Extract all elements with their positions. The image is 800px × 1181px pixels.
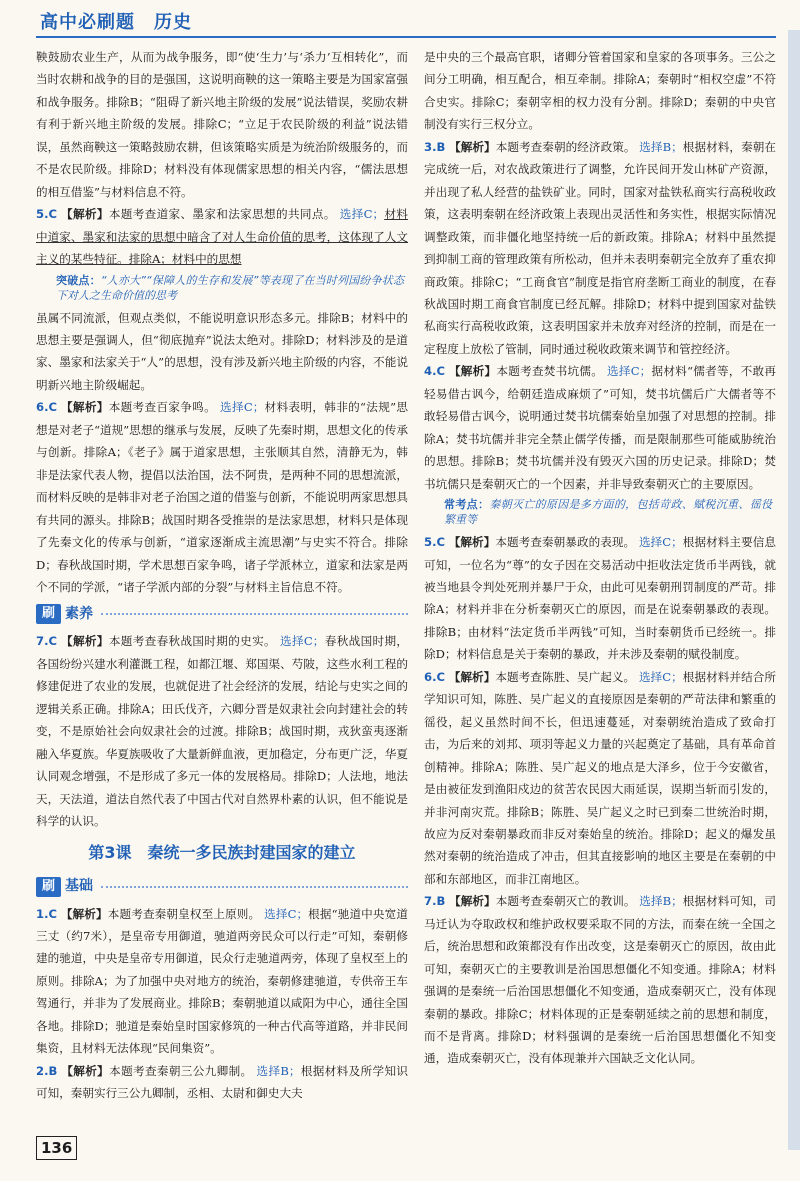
section-divider xyxy=(101,886,408,888)
answer-number: 1.C xyxy=(36,906,57,921)
answer-number: 7.C xyxy=(36,634,57,649)
answer-text: 材料中道家、墨家和法家的思想中暗含了对人生命价值的思考，这体现了人文主义的某些特征。排除A；材料中的思想 xyxy=(36,207,409,267)
choice-highlight: 选择C； xyxy=(264,906,309,921)
choice-highlight: 选择C； xyxy=(638,535,683,550)
analysis-tag: 【解析】 xyxy=(61,207,109,222)
continued-paragraph: 鞅鼓励农业生产，从而为战争服务，即“使‘生力’与‘杀力’互相转化”，而当时农耕和战争的目的是强国，这说明商鞅的这一策略主要是为国家富强和战争服务。排除B；“阻碍了新兴地主阶级的发展”说法错误，奖励农耕有利于新兴地主阶级的发展。排除C；“立足于农民阶级的利益”说法错误，虽然商鞅这一策略鼓励农耕，但该策略实质是为统治阶级服务的，而不是农民阶级。排除D；材料没有体现儒家思想的相关内容，“儒法思想的相互借鉴”与材料信息不符。 xyxy=(36,50,408,199)
book-title: 高中必刷题 历史 xyxy=(40,12,192,33)
answer-text: 本题考查焚书坑儒。 xyxy=(496,364,604,379)
page-edge-strip xyxy=(788,30,800,1150)
choice-highlight: 选择B； xyxy=(639,139,683,154)
answer-number: 4.C xyxy=(424,364,445,379)
answer-text: 根据材料并结合所学知识可知，陈胜、吴广起义的直接原因是秦朝的严苛法律和繁重的徭役，起义虽然时间不长，但迅速蔓延，对秦朝统治造成了致命打击，为后来的刘邦、项羽等起义力量的兴起奠定了基础，具有革命首创精神。排除A；陈胜、吴广起义的地点是大泽乡，位于今安徽省，是由被征发到渔阳戍边的贫苦农民因大雨延误，误期当斩而引发的，并非河南灾荒。排除B；陈胜、吴广起义之时已到秦二世统治时期，故应为反对秦朝暴政而非反对秦始皇的统治。排除D；起义的爆发虽然对秦朝的统治造成了冲击，但其直接影响的地区主要是在秦朝的中部和东部地区，而非江南地区。 xyxy=(424,669,776,886)
left-column xyxy=(36,46,408,1105)
note-label: 突破点： xyxy=(56,273,101,287)
answer-item-1 xyxy=(36,903,408,1060)
analysis-tag: 【解析】 xyxy=(449,139,496,154)
answer-item-4 xyxy=(424,360,776,495)
answer-text: 本题考查秦朝暴政的表现。 xyxy=(495,535,636,550)
answer-text: 春秋战国时期，各国纷纷兴建水利灌溉工程，如都江堰、郑国渠、芍陂，这些水利工程的修建促进了农业的发展，也就促进了社会经济的发展，结论与史实之间的逻辑关系正确。排除A；田氏伐齐，六卿分晋是奴隶社会向封建社会的转变，不是原始社会向奴隶社会的过渡。排除B；战国时期，戎狄蛮夷逐渐融入华夏族。华夏族吸收了大量新鲜血液，更加稳定，分布更广泛，华夏认同观念增强，不是形成了多元一体的发展格局。排除D；人法地，地法天，天法道，道法自然代表了中国古代对自然界朴素的认识，但不能说是科学的认识。 xyxy=(36,634,408,829)
note-text: “人亦大”“保障人的生存和发展”等表现了在当时列国纷争状态下对人之生命价值的思考 xyxy=(56,273,405,302)
answer-text: 本题考查春秋战国时期的史实。 xyxy=(108,634,276,649)
choice-highlight: 选择B； xyxy=(256,1063,301,1078)
choice-highlight: 选择C； xyxy=(220,400,265,415)
choice-highlight: 选择C； xyxy=(280,634,325,649)
analysis-tag: 【解析】 xyxy=(61,634,109,649)
section-label: 基础 xyxy=(65,878,94,895)
analysis-tag: 【解析】 xyxy=(60,906,108,921)
exam-point-note xyxy=(440,497,776,527)
analysis-tag: 【解析】 xyxy=(448,364,497,379)
answer-item-3 xyxy=(424,136,776,361)
choice-highlight: 选择B； xyxy=(639,894,683,909)
section-bar-jichu xyxy=(36,873,408,901)
analysis-tag: 【解析】 xyxy=(449,894,496,909)
note-text: 秦朝灭亡的原因是多方面的，包括苛政、赋税沉重、徭役繁重等 xyxy=(444,498,773,527)
answer-text: 材料表明，韩非的“法规”思想是对老子“道规”思想的继承与发展，反映了先秦时期，思想文化的传承与创新。排除A；《老子》属于道家思想，主张顺其自然，清静无为，韩非是法家代表人物，提倡以法治国，法不阿贵，是两种不同的思想流派，而材料反映的是韩非对老子治国之道的借鉴与创新，不能说明两家思想具有共同的源头。排除B；战国时期各受推崇的是法家思想，材料只是体现了先秦文化的传承与创新，“道家逐渐成主流思潮”与史实不符合。排除D；春秋战国时期，学术思想百家争鸣，诸子学派林立，道家和法家是两个不同的学派，“诸子学派内部的分裂”与材料主旨信息不符。 xyxy=(36,400,408,594)
answer-text: 虽属不同流派，但观点类似，不能说明意识形态多元。排除B；材料中的思想主要是强调人，但“彻底抛弃”说法太绝对。排除D；材料涉及的是道家、墨家和法家关于“人”的思想，没有涉及新兴地主阶级的内容，不能说明新兴地主阶级崛起。 xyxy=(36,310,408,392)
answer-number: 5.C xyxy=(424,535,445,550)
answer-number: 7.B xyxy=(424,894,446,909)
continued-paragraph: 是中央的三个最高官职，诸卿分管着国家和皇家的各项事务。三公之间分工明确，相互配合，相互牵制。排除A；秦朝时“相权空虚”不符合史实。排除C；秦朝宰相的权力没有分割。排除D；秦朝的中央官制没有实行三权分立。 xyxy=(424,50,776,132)
choice-highlight: 选择C； xyxy=(607,364,652,379)
key-point-note xyxy=(52,273,408,303)
answer-text: 根据材料，秦朝在完成统一后，对农战政策进行了调整，允许民间开发山林矿产资源，并出现了私人经营的盐铁矿业。同时，国家对盐铁私商实行高税收政策，这表明秦朝在经济政策上表现出灵活性和务实性，根据实际情况调整政策，而非僵化地坚持统一后的新政策。排除A；材料中虽然提到抑制工商的管理政策有所松动，但并未表明秦朝完全放弃了重农抑商政策。排除C；“工商食官”制度是指官府垄断工商业的制度，在春秋战国时期工商食官制度已经瓦解。排除D；材料中提到国家对盐铁私商实行高税收政策，这表明国家并未放弃对经济的控制，而是在一定程度上放松了管制，同时通过税收政策来调节和管控经济。 xyxy=(424,139,776,356)
header-rule xyxy=(36,36,776,38)
answer-text: 本题考查百家争鸣。 xyxy=(108,400,217,415)
answer-text: 根据材料及所学知识可知，秦朝实行三公九卿制，丞相、太尉和御史大夫 xyxy=(36,1063,408,1101)
choice-highlight: 选择C； xyxy=(638,669,683,684)
answer-text: 根据材料主要信息可知，一位名为“尊”的女子因在交易活动中拒收法定货币半两钱，就被当地县令判处死刑并暴尸于众，由此可见秦朝刑罚制度的严苛。排除A；材料并非在分析秦朝灭亡的原因，而是在说秦朝暴政的表现。排除B；由材料“法定货币半两钱”可知，当时秦朝货币已经统一。排除D；材料信息是关于秦朝的暴政，并未涉及秦朝的赋役制度。 xyxy=(424,535,776,662)
answer-item-7 xyxy=(424,890,776,1070)
answer-text: 本题考查秦朝灭亡的教训。 xyxy=(495,894,636,909)
analysis-tag: 【解析】 xyxy=(448,535,496,550)
section-label: 素养 xyxy=(65,606,94,623)
page-number: 136 xyxy=(36,1136,77,1160)
answer-item-6 xyxy=(424,666,776,891)
answer-number: 6.C xyxy=(424,669,445,684)
answer-text: 据材料“儒者等，不敢再轻易借古讽今，给朝廷造成麻烦了”可知，焚书坑儒后广大儒者等不敢轻易借古讽今，说明通过焚书坑儒秦始皇加强了对思想的控制。排除A；焚书坑儒并非完全禁止儒学传播，而是限制那些可能威胁统治的思想。排除B；焚书坑儒并没有毁灭六国的历史记录。排除D；焚书坑儒只是秦朝灭亡的一个因素，并非导致秦朝灭亡的主要原因。 xyxy=(424,364,776,491)
right-column xyxy=(424,46,776,1070)
page-header xyxy=(0,0,800,44)
note-label: 常考点： xyxy=(444,498,490,512)
answer-item-5 xyxy=(36,203,408,270)
answer-text: 本题考查秦朝三公九卿制。 xyxy=(109,1063,253,1078)
analysis-tag: 【解析】 xyxy=(61,1063,110,1078)
answer-number: 5.C xyxy=(36,207,57,222)
answer-text: 本题考查陈胜、吴广起义。 xyxy=(495,669,636,684)
answer-item-6 xyxy=(36,396,408,598)
section-chip: 刷 xyxy=(36,877,61,897)
answer-text: 根据“驰道中央宽道三丈（约7米），是皇帝专用御道，驰道两旁民众可以行走”可知，秦朝修建的驰道，中央是皇帝专用御道，民众行走驰道两旁，体现了皇权至上的原则。排除A；为了加强中央对地方的统治，秦朝修建驰道，专供帝王车驾通行，并非为了发展商业。排除B；秦朝驰道以咸阳为中心，通往全国各地。排除D；驰道是秦始皇时国家修筑的一种古代高等道路，并非民间集资，且材料无法体现“民间集资”。 xyxy=(36,906,408,1056)
section-bar-suyang xyxy=(36,600,408,628)
analysis-tag: 【解析】 xyxy=(448,669,496,684)
answer-item-5 xyxy=(424,531,776,666)
answer-text: 本题考查道家、墨家和法家思想的共同点。 xyxy=(108,207,336,222)
analysis-tag: 【解析】 xyxy=(61,400,109,415)
answer-number: 6.C xyxy=(36,400,57,415)
answer-text: 本题考查秦朝皇权至上原则。 xyxy=(107,906,261,921)
answer-number: 2.B xyxy=(36,1063,58,1078)
answer-text: 本题考查秦朝的经济政策。 xyxy=(495,139,636,154)
answer-number: 3.B xyxy=(424,139,446,154)
answer-item-2 xyxy=(36,1060,408,1105)
section-divider xyxy=(101,613,408,615)
lesson-title: 第3课 秦统一多民族封建国家的建立 xyxy=(88,842,356,862)
answer-item-7 xyxy=(36,630,408,832)
section-chip: 刷 xyxy=(36,604,61,624)
answer-text: 根据材料可知，司马迁认为夺取政权和维护政权要采取不同的方法，而秦在统一全国之后，统治思想和政策都没有作出改变，这是秦朝灭亡的原因，故由此可知，秦朝灭亡的主要教训是治国思想僵化不知变通。排除A；材料强调的是秦统一后治国思想僵化不知变通，造成秦朝灭亡，没有体现秦朝的暴政。排除C；材料体现的正是秦朝延续之前的思想和制度，而不是背离。排除D；材料强调的是秦统一后治国思想僵化不知变通，造成秦朝灭亡，没有体现兼并六国缺乏文化认同。 xyxy=(424,894,776,1066)
choice-highlight: 选择C； xyxy=(339,207,385,222)
